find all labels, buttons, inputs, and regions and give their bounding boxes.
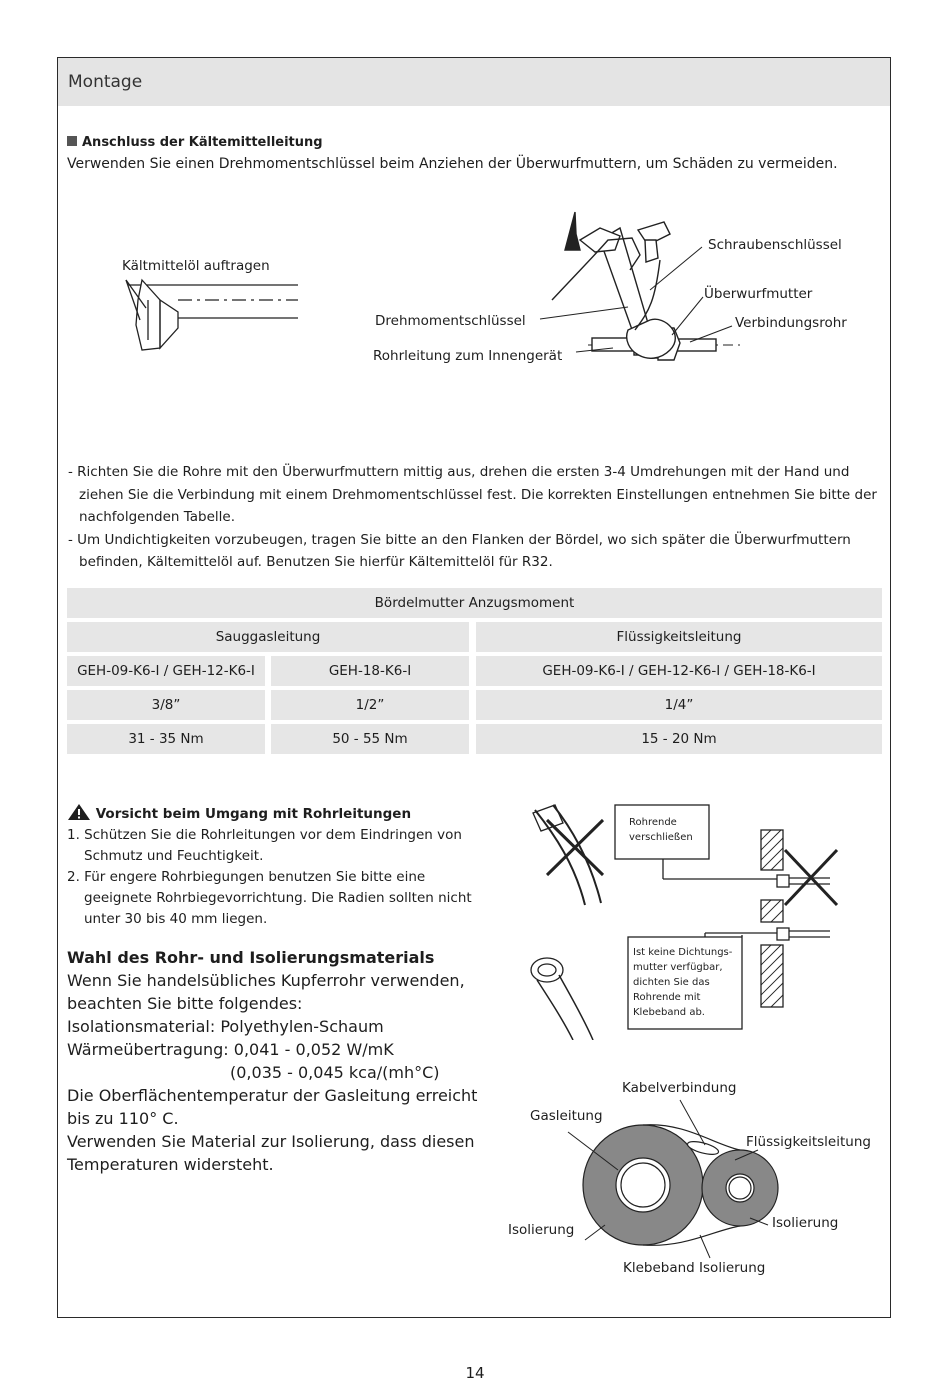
caution-item: 1. Schützen Sie die Rohrleitungen vor dem Eindringen von Schmutz und Feuchtigkeit. — [67, 827, 462, 864]
table-cell: 1/2” — [271, 690, 469, 720]
materials-block — [67, 946, 487, 1176]
materials-line: Wenn Sie handelsübliches Kupferrohr verwenden, — [67, 971, 465, 990]
torque-wrench-label: Drehmomentschlüssel — [375, 313, 526, 329]
connection-intro: Verwenden Sie einen Drehmomentschlüssel beim Anziehen der Überwurfmuttern, um Schäden zu vermeiden. — [67, 156, 838, 172]
square-bullet-icon — [67, 136, 77, 146]
tape-note-line: dichten Sie das — [633, 977, 710, 988]
close-end-label-2: verschließen — [629, 832, 693, 843]
oil-label: Kältmittelöl auftragen — [122, 258, 270, 274]
table-cell: 31 - 35 Nm — [67, 724, 265, 754]
tape-note-line: Rohrende mit — [633, 992, 701, 1003]
table-cell: 3/8” — [67, 690, 265, 720]
section-header — [58, 58, 890, 106]
table-cell: 15 - 20 Nm — [476, 724, 882, 754]
connection-heading: Anschluss der Kältemittelleitung — [67, 132, 323, 154]
instruction-list — [68, 461, 883, 574]
connection-pipe-label: Verbindungsrohr — [735, 315, 847, 331]
caution-heading: Vorsicht beim Umgang mit Rohrleitungen — [67, 803, 487, 825]
table-group-suction: Sauggasleitung — [67, 622, 469, 652]
materials-line: Die Oberflächentemperatur der Gasleitung erreicht — [67, 1086, 478, 1105]
instruction-item: - Um Undichtigkeiten vorzubeugen, tragen Sie bitte an den Flanken der Bördel, wo sich später die Überwurfmuttern befinden, Kältemittelöl auf. Benutzen Sie hierfür Kältemittelöl für R32. — [68, 531, 851, 570]
table-cell: GEH-09-K6-I / GEH-12-K6-I — [67, 656, 265, 686]
cable-label: Kabelverbindung — [622, 1080, 737, 1096]
tape-insulation-label: Klebeband Isolierung — [623, 1260, 766, 1276]
wrench-label: Schraubenschlüssel — [708, 237, 842, 253]
close-end-label-1: Rohrende — [629, 817, 677, 828]
insulation-right-label: Isolierung — [772, 1215, 839, 1231]
materials-line-alt: (0,035 - 0,045 kca/(mh°C) — [230, 1063, 440, 1082]
flare-pipe-drawing — [126, 280, 298, 350]
materials-line: Isolationsmaterial: Polyethylen-Schaum — [67, 1017, 384, 1036]
table-cell: 1/4” — [476, 690, 882, 720]
liquid-line-label: Flüssigkeitsleitung — [746, 1134, 871, 1150]
table-title: Bördelmutter Anzugsmoment — [67, 588, 882, 618]
indoor-pipe-label: Rohrleitung zum Innengerät — [373, 348, 563, 364]
gas-line-label: Gasleitung — [530, 1108, 603, 1124]
warning-icon — [67, 803, 91, 821]
table-cell: GEH-18-K6-I — [271, 656, 469, 686]
insulation-left-label: Isolierung — [508, 1222, 575, 1238]
table-cell: GEH-09-K6-I / GEH-12-K6-I / GEH-18-K6-I — [476, 656, 882, 686]
materials-heading: Wahl des Rohr- und Isolierungsmaterials — [67, 948, 435, 967]
section-title: Montage — [68, 72, 143, 92]
caution-item: 2. Für engere Rohrbiegungen benutzen Sie bitte eine geeignete Rohrbiegevorrichtung. Die Radien sollten nicht unter 30 bis 40 mm liegen. — [67, 869, 472, 927]
materials-line: beachten Sie bitte folgendes: — [67, 994, 303, 1013]
materials-line: bis zu 110° C. — [67, 1109, 179, 1128]
tape-note-line: mutter verfügbar, — [633, 962, 723, 973]
tape-note-line: Klebeband ab. — [633, 1007, 705, 1018]
table-group-liquid: Flüssigkeitsleitung — [476, 622, 882, 652]
instruction-item: - Richten Sie die Rohre mit den Überwurfmuttern mittig aus, drehen die ersten 3-4 Umdrehungen mit der Hand und ziehen Sie die Verbindung mit einem Drehmomentschlüssel fest. Die korrekten Einstellungen entnehmen Sie bitte der nachfolgenden Tabelle. — [68, 464, 877, 525]
materials-line: Verwenden Sie Material zur Isolierung, dass diesen — [67, 1132, 475, 1151]
tape-note-line: Ist keine Dichtungs- — [633, 947, 733, 958]
materials-line: Wärmeübertragung: 0,041 - 0,052 W/mK — [67, 1040, 394, 1059]
table-cell: 50 - 55 Nm — [271, 724, 469, 754]
nut-label: Überwurfmutter — [704, 286, 813, 302]
caution-block — [67, 803, 487, 930]
pipe-end-figure — [515, 795, 845, 1040]
page-number: 14 — [465, 1364, 485, 1382]
materials-line: Temperaturen widersteht. — [67, 1155, 274, 1174]
